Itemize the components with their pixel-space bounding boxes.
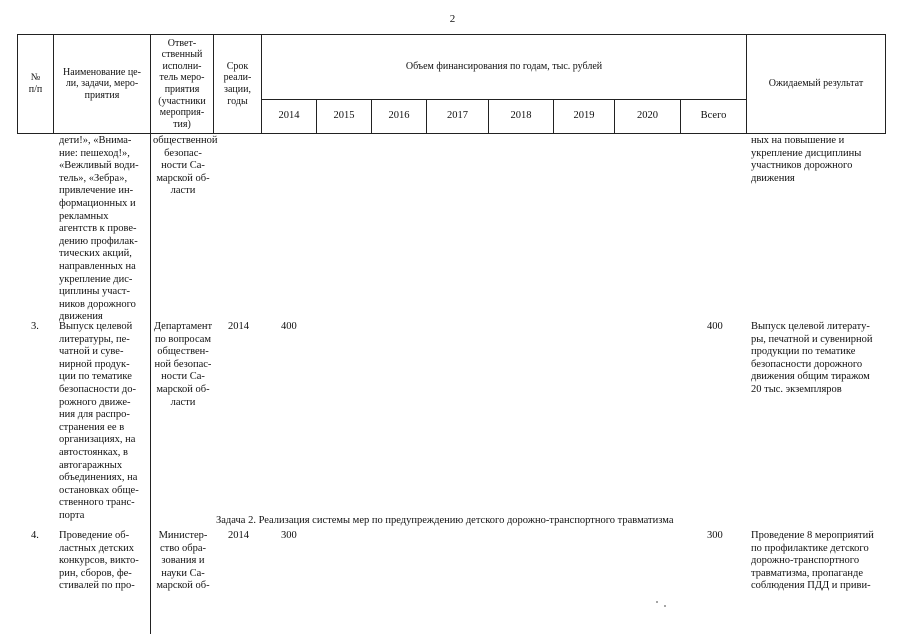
row-total: 400 xyxy=(707,321,723,332)
year-2016: 2016 xyxy=(388,109,410,121)
row-term: 2014 xyxy=(228,530,249,541)
row-value-2014: 300 xyxy=(281,530,297,541)
row-responsible: общественной безопас- ности Са- марской об- ласти xyxy=(153,135,218,197)
year-2020: 2020 xyxy=(637,109,658,121)
scan-speck xyxy=(656,601,658,603)
row-name: дети!», «Внима- ние: пешеход!», «Вежливый води- тель», «Зебра», привлечение ин- формационных и рекламных агентств к прове- дению профилак- тических акций, направленных на укрепление дис- циплины участ- ников дорожного движения xyxy=(59,135,139,323)
year-2017: 2017 xyxy=(447,109,468,121)
header-result: Ожидаемый результат xyxy=(768,78,864,90)
year-2019: 2019 xyxy=(573,109,595,121)
year-2014: 2014 xyxy=(278,109,300,121)
header-responsible: Ответ- ственный исполни- тель меро- приятия (участники мероприя- тия) xyxy=(158,37,206,130)
year-2018: 2018 xyxy=(510,109,532,121)
header-name: Наименование це- ли, задачи, меро- приятия xyxy=(63,66,141,101)
year-2015: 2015 xyxy=(333,109,355,121)
row-result: ных на повышение и укрепление дисциплины участников дорожного движения xyxy=(751,135,862,184)
row-result: Выпуск целевой литерату- ры, печатной и сувенирной продукции по тематике безопасности дорожного движения общим тиражом 20 тыс. экземпляров xyxy=(751,321,873,395)
row-number: 3. xyxy=(31,321,39,332)
scan-speck xyxy=(664,605,666,607)
row-value-2014: 400 xyxy=(281,321,297,332)
header-num: № п/п xyxy=(28,72,43,95)
row-number: 4. xyxy=(31,530,39,541)
header-term: Срок реали- зации, годы xyxy=(223,60,252,107)
row-result: Проведение 8 мероприятий по профилактике детского дорожно-транспортного травматизма, пропаганде соблюдения ПДД и приви- xyxy=(751,530,874,592)
row-responsible: Департамент по вопросам обществен- ной безопас- ности Са- марской об- ласти xyxy=(153,321,213,408)
row-term: 2014 xyxy=(228,321,249,332)
header-funding: Объем финансирования по годам, тыс. рублей xyxy=(405,61,603,73)
row-name: Выпуск целевой литературы, пе- чатной и суве- нирной продук- ции по тематике безопасности до- рожного движе- ния для распро- странения ее в организациях, на автостоянках, в автогаражных объединениях, на остановках обще- ственного транс- порта xyxy=(59,321,139,521)
row-name: Проведение об- ластных детских конкурсов, викто- рин, сборов, фе- стивалей по про- xyxy=(59,530,139,592)
page-number: 2 xyxy=(449,13,456,25)
row-responsible: Министер- ство обра- зования и науки Са- марской об- xyxy=(156,530,210,592)
row-total: 300 xyxy=(707,530,723,541)
task-heading: Задача 2. Реализация системы мер по предупреждению детского дорожно-транспортного травматизма xyxy=(216,515,674,526)
year-total: Всего xyxy=(700,109,727,121)
